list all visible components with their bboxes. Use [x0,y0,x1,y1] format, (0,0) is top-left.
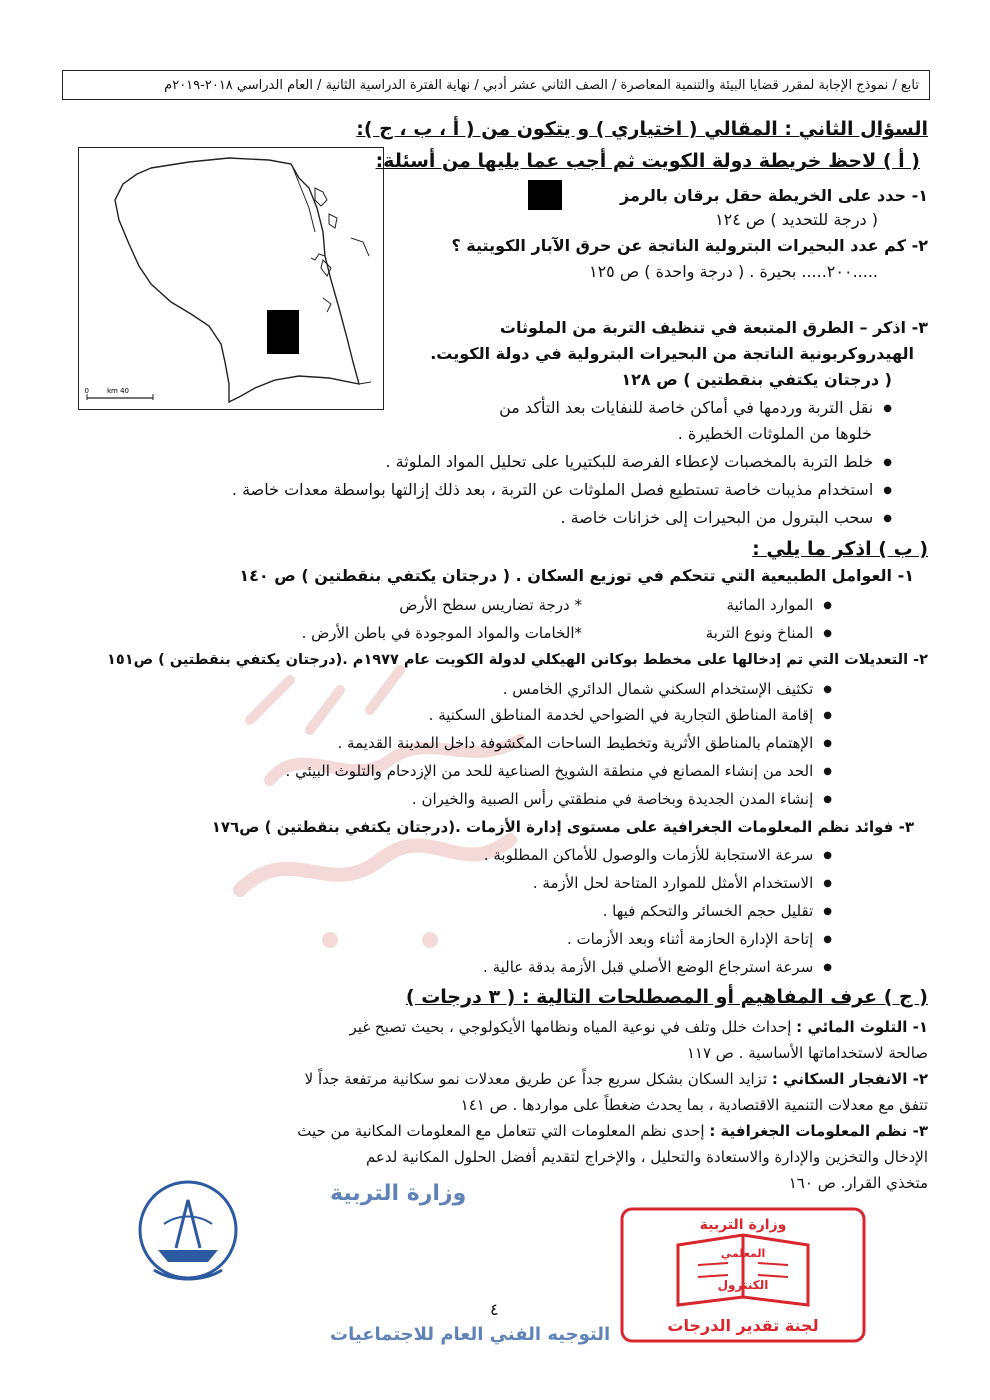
grading-stamp-line2: المعلمي [720,1247,766,1260]
part-a-answer-4: ● سحب البترول من البحيرات إلى خزانات خاصة . [560,508,892,527]
def-3 [62,1122,928,1140]
part-b-q2-answer-3: ● الإهتمام بالمناطق الأثرية وتخطيط الساحات المكشوفة داخل المدينة القديمة . [338,734,832,752]
burgan-symbol-legend [528,180,562,210]
burgan-field-marker [267,310,299,354]
map-scale-zero: 0 [84,387,89,395]
part-b-q3-answer-2: ● الاستخدام الأمثل للموارد المتاحة لحل الأزمة . [533,874,832,892]
part-b-q3: ٣- فوائد نظم المعلومات الجغرافية على مستوى إدارة الأزمات .(درجتان يكتفي بنقطتين ) ص١٧٦ [211,818,914,836]
part-b-q3-answer-1: ● سرعة الاستجابة للأزمات والوصول للأماكن المطلوبة . [484,846,832,864]
grading-committee-stamp [618,1205,868,1345]
def-3-line1: إحدى نظم المعلومات التي تتعامل مع المعلومات المكانية من حيث [297,1122,705,1140]
kuwait-outline [79,148,383,409]
grading-stamp-seal [618,1205,868,1345]
part-a-answer-1-cont: خلوها من الملوثات الخطيرة . [677,424,872,443]
page-header: تابع / نموذج الإجابة لمقرر قضايا البيئة والتنمية المعاصرة / الصف الثاني عشر أدبي / نهاية الفترة الدراسية الثانية / العام الدراسي ٢٠١٨-٢٠١٩م [62,70,930,100]
part-b-q2-answer-2: ● إقامة المناطق التجارية في الضواحي لخدمة المناطق السكنية . [429,706,832,724]
part-b-q2: ٢- التعديلات التي تم إدخالها على مخطط بوكانن الهيكلي لدولة الكويت عام ١٩٧٧م .(درجتان يكتفي بنقطتين ) ص١٥١ [107,652,928,668]
ministry-logo-icon [58,1170,611,1355]
map-scale-label: 40 km [106,387,129,395]
grading-stamp-line3: الكنترول [717,1278,769,1292]
ministry-stamp-caption: التوجيه الفني العام للاجتماعيات [330,1324,611,1345]
part-b-q1-answer-3: ● المناخ ونوع التربة [706,624,832,642]
part-b-q1-answer-2: * درجة تضاريس سطح الأرض [399,596,582,614]
def-2 [62,1070,928,1088]
part-a-answer-1: ● نقل التربة وردمها في أماكن خاصة للنفايات بعد التأكد من [499,398,892,417]
part-b-q2-answer-4: ● الحد من إنشاء المصانع في منطقة الشويخ الصناعية للحد من الإزدحام والتلوث البيئي . [286,762,832,780]
part-b-q3-answer-5: ● سرعة استرجاع الوضع الأصلي قبل الأزمة بدقة عالية . [483,958,832,976]
def-2-term: ٢- الانفجار السكاني : [771,1070,928,1088]
part-a-q1-note: ( درجة للتحديد ) ص ١٢٤ [715,210,878,229]
kuwait-map [78,147,384,410]
question-title: السؤال الثاني : المقالي ( اختياري ) و يتكون من ( أ ، ب ، ج ): [356,118,928,140]
part-a-q2: ٢- كم عدد البحيرات البترولية الناتجة عن حرق الآبار الكويتية ؟ [451,236,928,255]
part-b-q3-answer-4: ● إتاحة الإدارة الحازمة أثناء وبعد الأزمات . [567,930,832,948]
part-a-answer-2: ● خلط التربة بالمخصبات لإعطاء الفرصة للبكتيريا على تحليل المواد الملوثة . [385,452,892,471]
part-b-q1-answer-1: ● الموارد المائية [727,596,832,614]
ministry-stamp-title: وزارة التربية [330,1181,467,1206]
part-b-q2-answer-1: ● تكثيف الإستخدام السكني شمال الدائري الخامس . [503,680,832,698]
part-b-q2-answer-5: ● إنشاء المدن الجديدة وبخاصة في منطقتي رأس الصبية والخيران . [412,790,832,808]
def-1-term: ١- التلوث المائي : [796,1018,928,1036]
def-3-cont: الإدخال والتخزين والإدارة والاستعادة والتحليل ، والإخراج لتقديم أفضل الحلول المكانية لدعم [365,1148,928,1166]
def-3-term: ٣- نظم المعلومات الجغرافية : [709,1122,928,1140]
part-b-q3-answer-3: ● تقليل حجم الخسائر والتحكم فيها . [603,902,832,920]
part-a-q3-line1: ٣- اذكر – الطرق المتبعة في تنظيف التربة من الملوثات [499,318,928,337]
def-2-line1: تزايد السكان بشكل سريع جداً عن طريق معدلات نمو سكانية مرتفعة جداً لا [304,1070,768,1088]
part-c-title: ( ج ) عرف المفاهيم أو المصطلحات التالية : ( ٣ درجات ) [405,986,928,1008]
def-1 [62,1018,928,1036]
part-a-title: ( أ ) لاحظ خريطة دولة الكويت ثم أجب عما يليها من أسئلة: [375,150,920,172]
ministry-stamp [58,1170,611,1355]
part-b-q1-answer-4: *الخامات والمواد الموجودة في باطن الأرض . [301,624,582,642]
def-2-cont: تتفق مع معدلات التنمية الاقتصادية ، بما يحدث ضغطاً على مواردها . ص ١٤١ [460,1096,928,1114]
part-a-q3-note: ( درجتان يكتفي بنقطتين ) ص ١٢٨ [621,370,892,389]
def-3-cont2: متخذي القرار. ص ١٦٠ [788,1174,928,1192]
part-b-title: ( ب ) اذكر ما يلي : [752,538,928,560]
part-a-q2-answer: .....٢٠٠..... بحيرة . ( درجة واحدة ) ص ١٢٥ [588,262,878,281]
grading-stamp-top: وزارة التربية [699,1217,787,1233]
part-a-q3-line2: الهيدروكربونية الناتجة من البحيرات البترولية في دولة الكويت. [430,344,914,363]
part-a-q1: ١- حدد على الخريطة حقل برقان بالرمز [620,186,928,205]
def-1-line1: إحداث خلل وتلف في نوعية المياه ونظامها الأيكولوجي ، بحيث تصبح غير [349,1018,792,1036]
part-a-answer-3: ● استخدام مذيبات خاصة تستطيع فصل الملوثات عن التربة ، بعد ذلك إزالتها بواسطة معدات خاصة . [232,480,892,499]
grading-stamp-bottom: لجنة تقدير الدرجات [667,1316,819,1335]
def-1-cont: صالحة لاستخداماتها الأساسية . ص ١١٧ [686,1044,928,1062]
part-b-q1: ١- العوامل الطبيعية التي تتحكم في توزيع السكان . ( درجتان يكتفي بنقطتين ) ص ١٤٠ [239,566,914,585]
page-number: ٤ [490,1300,499,1319]
